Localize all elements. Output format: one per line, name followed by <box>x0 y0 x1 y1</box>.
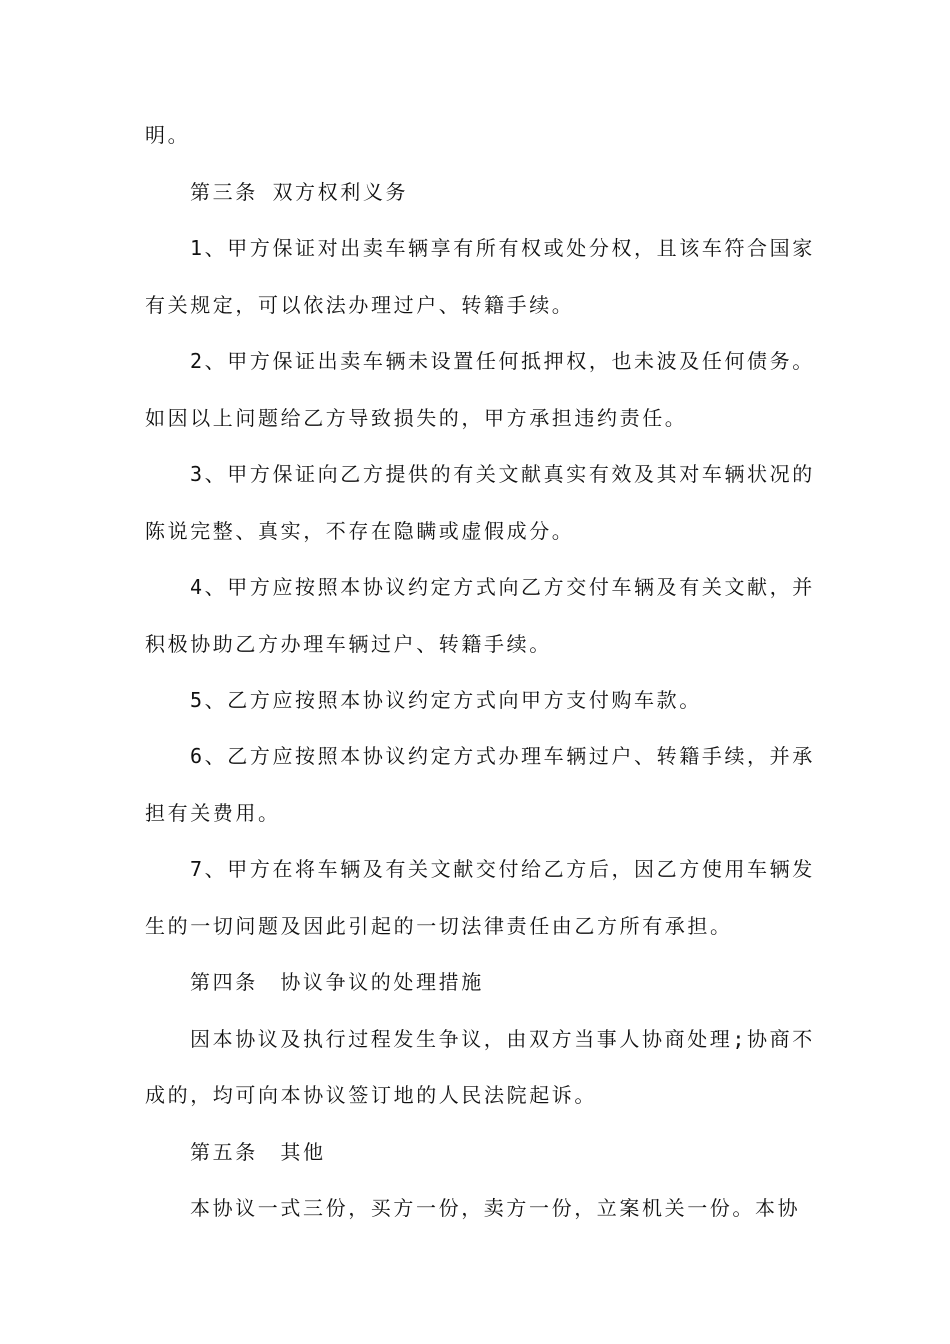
clause-line: 因本协议及执行过程发生争议，由双方当事人协商处理;协商不 <box>190 1027 815 1051</box>
section-heading: 第五条 其他 <box>190 1140 326 1164</box>
clause-line: 6、乙方应按照本协议约定方式办理车辆过户、转籍手续，并承 <box>190 744 815 768</box>
clause-line: 担有关费用。 <box>145 801 281 825</box>
clause-line: 1、甲方保证对出卖车辆享有所有权或处分权，且该车符合国家 <box>190 236 815 260</box>
clause-line: 陈说完整、真实，不存在隐瞒或虚假成分。 <box>145 519 575 543</box>
clause-line: 5、乙方应按照本协议约定方式向甲方支付购车款。 <box>190 688 702 712</box>
clause-line: 本协议一式三份，买方一份，卖方一份，立案机关一份。本协 <box>190 1196 801 1220</box>
text-line: 明。 <box>145 123 191 147</box>
clause-line: 4、甲方应按照本协议约定方式向乙方交付车辆及有关文献，并 <box>190 575 815 599</box>
clause-line: 成的，均可向本协议签订地的人民法院起诉。 <box>145 1083 597 1107</box>
clause-line: 如因以上问题给乙方导致损失的，甲方承担违约责任。 <box>145 406 688 430</box>
clause-line: 积极协助乙方办理车辆过户、转籍手续。 <box>145 632 552 656</box>
section-heading: 第四条 协议争议的处理措施 <box>190 970 484 994</box>
clause-line: 生的一切问题及因此引起的一切法律责任由乙方所有承担。 <box>145 914 733 938</box>
clause-line: 3、甲方保证向乙方提供的有关文献真实有效及其对车辆状况的 <box>190 462 815 486</box>
section-heading: 第三条 双方权利义务 <box>190 180 409 204</box>
clause-line: 2、甲方保证出卖车辆未设置任何抵押权，也未波及任何债务。 <box>190 349 815 373</box>
clause-line: 有关规定，可以依法办理过户、转籍手续。 <box>145 293 575 317</box>
clause-line: 7、甲方在将车辆及有关文献交付给乙方后，因乙方使用车辆发 <box>190 857 815 881</box>
